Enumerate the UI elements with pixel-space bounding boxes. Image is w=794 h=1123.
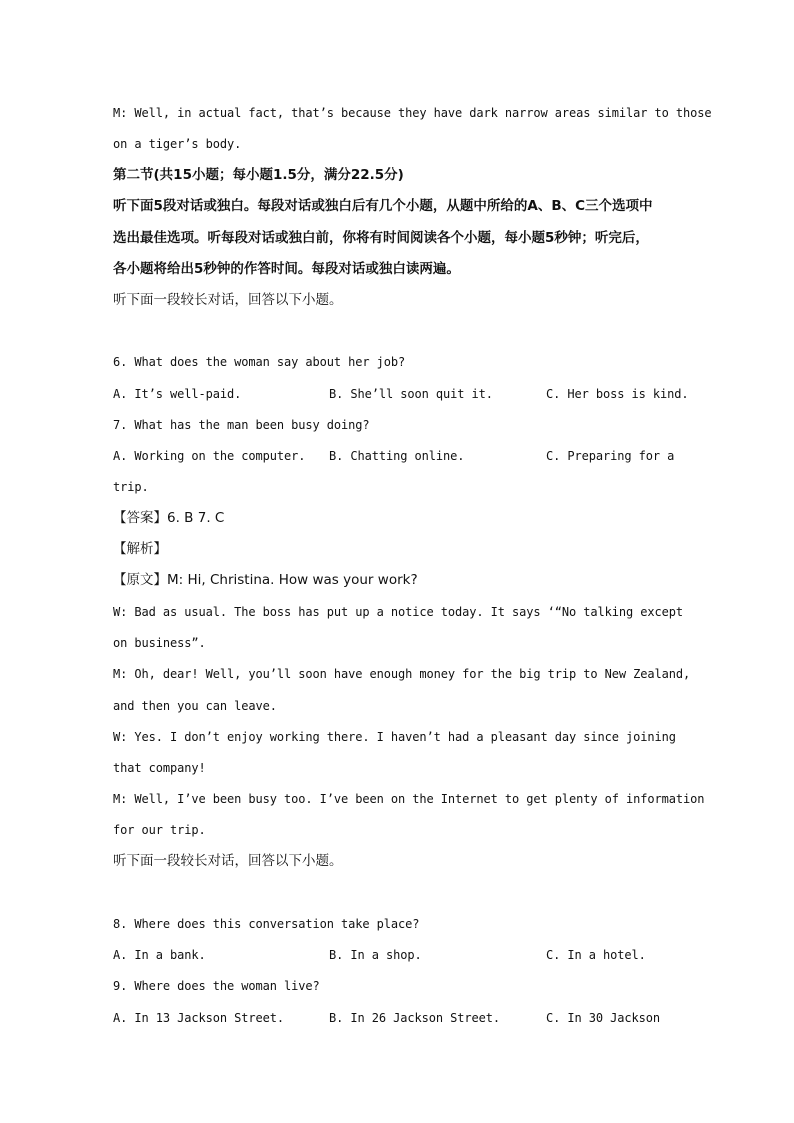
section-title: 第二节(共15小题；每小题1.5分，满分22.5分) — [113, 167, 404, 183]
option-a: A. Working on the computer. — [113, 449, 306, 463]
option-b: B. In a shop. — [329, 948, 422, 962]
option-c: C. Her boss is kind. — [546, 387, 689, 401]
dialogue-line: W: Bad as usual. The boss has put up a notice today. It says ‘“No talking except — [113, 605, 683, 619]
option-b: B. She’ll soon quit it. — [329, 387, 493, 401]
option-b: B. Chatting online. — [329, 449, 465, 463]
option-c: C. Preparing for a — [546, 449, 675, 463]
instruction-line: 选出最佳选项。听每段对话或独白前，你将有时间阅读各个小题，每小题5秒钟；听完后， — [113, 230, 649, 246]
instruction-line: 各小题将给出5秒钟的作答时间。每段对话或独白读两遍。 — [113, 261, 460, 277]
analysis-heading: 【解析】 — [113, 541, 167, 557]
listen-instruction: 听下面一段较长对话，回答以下小题。 — [113, 853, 343, 869]
question-7: 7. What has the man been busy doing? — [113, 418, 370, 432]
option-c: C. In a hotel. — [546, 948, 646, 962]
option-a: A. It’s well-paid. — [113, 387, 242, 401]
question-6: 6. What does the woman say about her job? — [113, 355, 406, 369]
transcript-heading: 【原文】M: Hi, Christina. How was your work? — [113, 572, 418, 588]
option-b: B. In 26 Jackson Street. — [329, 1011, 500, 1025]
text-line: on a tiger’s body. — [113, 137, 242, 151]
dialogue-line: that company! — [113, 761, 206, 775]
option-c-continued: trip. — [113, 480, 149, 494]
dialogue-line: M: Oh, dear! Well, you’ll soon have enough money for the big trip to New Zealand, — [113, 667, 691, 681]
instruction-line: 听下面5段对话或独白。每段对话或独白后有几个小题，从题中所给的A、B、C三个选项中 — [113, 198, 653, 214]
question-8: 8. Where does this conversation take place? — [113, 917, 420, 931]
listen-instruction: 听下面一段较长对话，回答以下小题。 — [113, 292, 343, 308]
dialogue-line: and then you can leave. — [113, 699, 277, 713]
dialogue-line: on business”. — [113, 636, 206, 650]
option-a: A. In 13 Jackson Street. — [113, 1011, 284, 1025]
option-c: C. In 30 Jackson — [546, 1011, 660, 1025]
dialogue-line: for our trip. — [113, 823, 206, 837]
answer-line: 【答案】6. B 7. C — [113, 510, 225, 526]
dialogue-line: W: Yes. I don’t enjoy working there. I haven’t had a pleasant day since joining — [113, 730, 676, 744]
text-line: M: Well, in actual fact, that’s because they have dark narrow areas similar to those — [113, 106, 712, 120]
dialogue-line: M: Well, I’ve been busy too. I’ve been on the Internet to get plenty of information — [113, 792, 705, 806]
option-a: A. In a bank. — [113, 948, 206, 962]
question-9: 9. Where does the woman live? — [113, 979, 320, 993]
